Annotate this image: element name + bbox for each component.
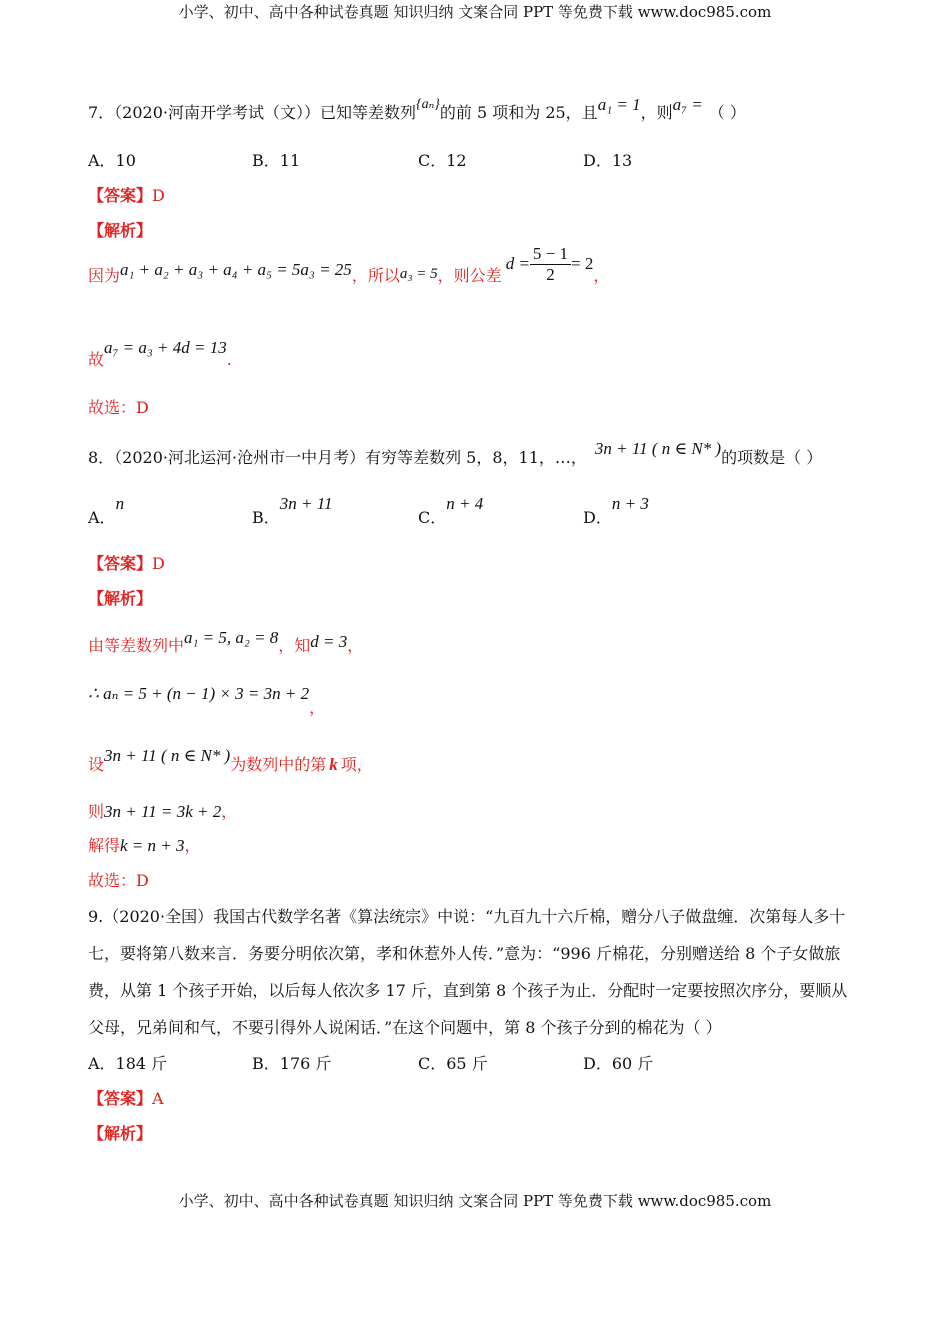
q8-step5-eq: k = n + 3 — [120, 836, 185, 855]
q7-step1-c: ，则公差 — [437, 266, 502, 285]
q8-step2-eq: ∴ aₙ = 5 + (n − 1) × 3 = 3n + 2 — [88, 684, 310, 703]
q8-option-d — [583, 494, 649, 528]
q7-step1-end: ， — [593, 266, 610, 285]
q8-option-a — [88, 494, 125, 528]
q7-seq: {aₙ} — [416, 97, 440, 112]
q9-analysis-label: 【解析】 — [88, 1124, 153, 1143]
q7-option-b: B．11 — [252, 151, 301, 170]
page-footer: 小学、初中、高中各种试卷真题 知识归纳 文案合同 PPT 等免费下载 www.doc985.com — [178, 1192, 772, 1210]
q8-step2-end: ， — [309, 698, 326, 717]
q8-option-c-math: n + 4 — [446, 494, 484, 513]
q8-step3-a: 设 — [88, 755, 105, 774]
q8-step5-end: ， — [184, 836, 201, 855]
q8-step3-k: k — [329, 755, 338, 774]
q8-suffix: 的项数是（ ） — [721, 448, 823, 467]
q8-prefix: 8．（2020·河北运河·沧州市一中月考）有穷等差数列 5，8，11，…， — [88, 448, 587, 467]
q7-step1-fraction — [530, 244, 571, 285]
q7-mid2: ，则 — [640, 103, 673, 122]
q8-step5-a: 解得 — [88, 836, 121, 855]
q8-option-a-label: A． — [88, 508, 116, 527]
q7-cond: a₁ = 1 — [597, 95, 641, 114]
q7-step1-b: ，所以 — [351, 266, 400, 285]
q7-stem — [88, 95, 746, 125]
q7-step2-eq: a₇ = a₃ + 4d = 13 — [104, 338, 227, 357]
q8-analysis-label: 【解析】 — [88, 589, 153, 608]
q7-answer-value: D — [152, 186, 165, 205]
q8-answer-value: D — [152, 554, 165, 573]
q8-option-d-label: D． — [583, 508, 612, 527]
q9-option-c: C．65 斤 — [418, 1054, 488, 1073]
q8-term: 3n + 11 ( n ∈ N* ) — [594, 439, 722, 458]
q7-step1-eq: a₁ + a₂ + a₃ + a₄ + a₅ = 5a₃ = 25 — [120, 260, 352, 279]
q8-option-d-math: n + 3 — [611, 494, 649, 513]
q7-target: a₇ = — [672, 95, 703, 114]
q8-option-c-label: C． — [418, 508, 447, 527]
q9-answer-label: 【答案】 — [88, 1089, 153, 1108]
page-header: 小学、初中、高中各种试卷真题 知识归纳 文案合同 PPT 等免费下载 www.doc985.com — [178, 3, 772, 21]
q8-option-b-label: B． — [252, 508, 280, 527]
q7-prefix: 7．（2020·河南开学考试（文））已知等差数列 — [88, 103, 416, 122]
q7-fraction-denominator: 2 — [546, 265, 555, 284]
q8-step3-eq: 3n + 11 ( n ∈ N* ) — [104, 746, 231, 765]
q7-mid: 的前 5 项和为 25，且 — [439, 103, 598, 122]
q7-paren: （ ） — [708, 103, 746, 122]
q7-step1 — [88, 244, 610, 297]
q8-choose: 故选：D — [88, 871, 149, 890]
q7-answer — [88, 186, 165, 206]
q9-option-d: D．60 斤 — [583, 1054, 654, 1073]
q8-step1 — [88, 628, 364, 656]
q8-step1-eq2: d = 3 — [310, 632, 348, 651]
q9-option-a: A．184 斤 — [88, 1054, 168, 1073]
q7-step1-eq2: a₃ = 5 — [399, 266, 438, 282]
q8-step2 — [88, 684, 326, 717]
q8-option-a-math: n — [115, 494, 125, 513]
q7-option-a: A．10 — [88, 151, 136, 170]
q8-step4-eq: 3n + 11 = 3k + 2 — [104, 802, 222, 821]
q7-step2-end: . — [226, 350, 232, 369]
q8-option-c — [418, 494, 484, 528]
q8-step4-a: 则 — [88, 802, 105, 821]
q7-choose: 故选：D — [88, 398, 149, 417]
q7-step2 — [88, 340, 232, 380]
q8-step4 — [88, 802, 237, 822]
q8-answer — [88, 554, 165, 574]
q8-stem — [88, 439, 823, 468]
q8-step3 — [88, 746, 373, 775]
q8-step1-b: ，知 — [278, 636, 311, 655]
q7-step1-d-right: = 2 — [571, 254, 594, 273]
q8-step3-b: 为数列中的第 — [230, 755, 327, 774]
q9-answer — [88, 1089, 164, 1109]
q8-step1-a: 由等差数列中 — [88, 636, 185, 655]
q8-answer-label: 【答案】 — [88, 554, 153, 573]
q8-step1-eq: a₁ = 5, a₂ = 8 — [184, 628, 279, 647]
q7-step1-a: 因为 — [88, 266, 121, 285]
q8-option-b-math: 3n + 11 — [279, 494, 333, 513]
q7-step1-d-left: d = — [505, 254, 530, 273]
q7-analysis-label: 【解析】 — [88, 221, 153, 240]
q7-option-c: C．12 — [418, 151, 467, 170]
q7-step2-a: 故 — [88, 350, 105, 369]
q7-fraction-numerator: 5 − 1 — [530, 244, 571, 265]
q8-option-b — [252, 494, 333, 528]
q8-step1-c: ， — [347, 636, 364, 655]
q9-answer-value: A — [152, 1089, 164, 1108]
q7-option-d: D．13 — [583, 151, 633, 170]
q8-step4-end: ， — [221, 802, 238, 821]
q8-step3-c: 项， — [340, 755, 373, 774]
q7-answer-label: 【答案】 — [88, 186, 153, 205]
q9-option-b: B．176 斤 — [252, 1054, 332, 1073]
q8-step5 — [88, 836, 201, 856]
q9-stem: 9.（2020·全国）我国古代数学名著《算法统宗》中说：“九百九十六斤棉，赠分八子做盘缠．次第每人多十七，要将第八数来言．务要分明依次第，孝和休惹外人传．”意为：“996 斤棉花，分别赠送给 8 个子女做旅费，从第 1 个孩子开始，以后每人依次多 17 斤，直到第 8 个孩子为止．分配时一定要按照次序分，要顺从父母，兄弟间和气，不要引得外人说闲话．”在这个问题中，第 8 个孩子分到的棉花为（ ） — [88, 907, 848, 1037]
